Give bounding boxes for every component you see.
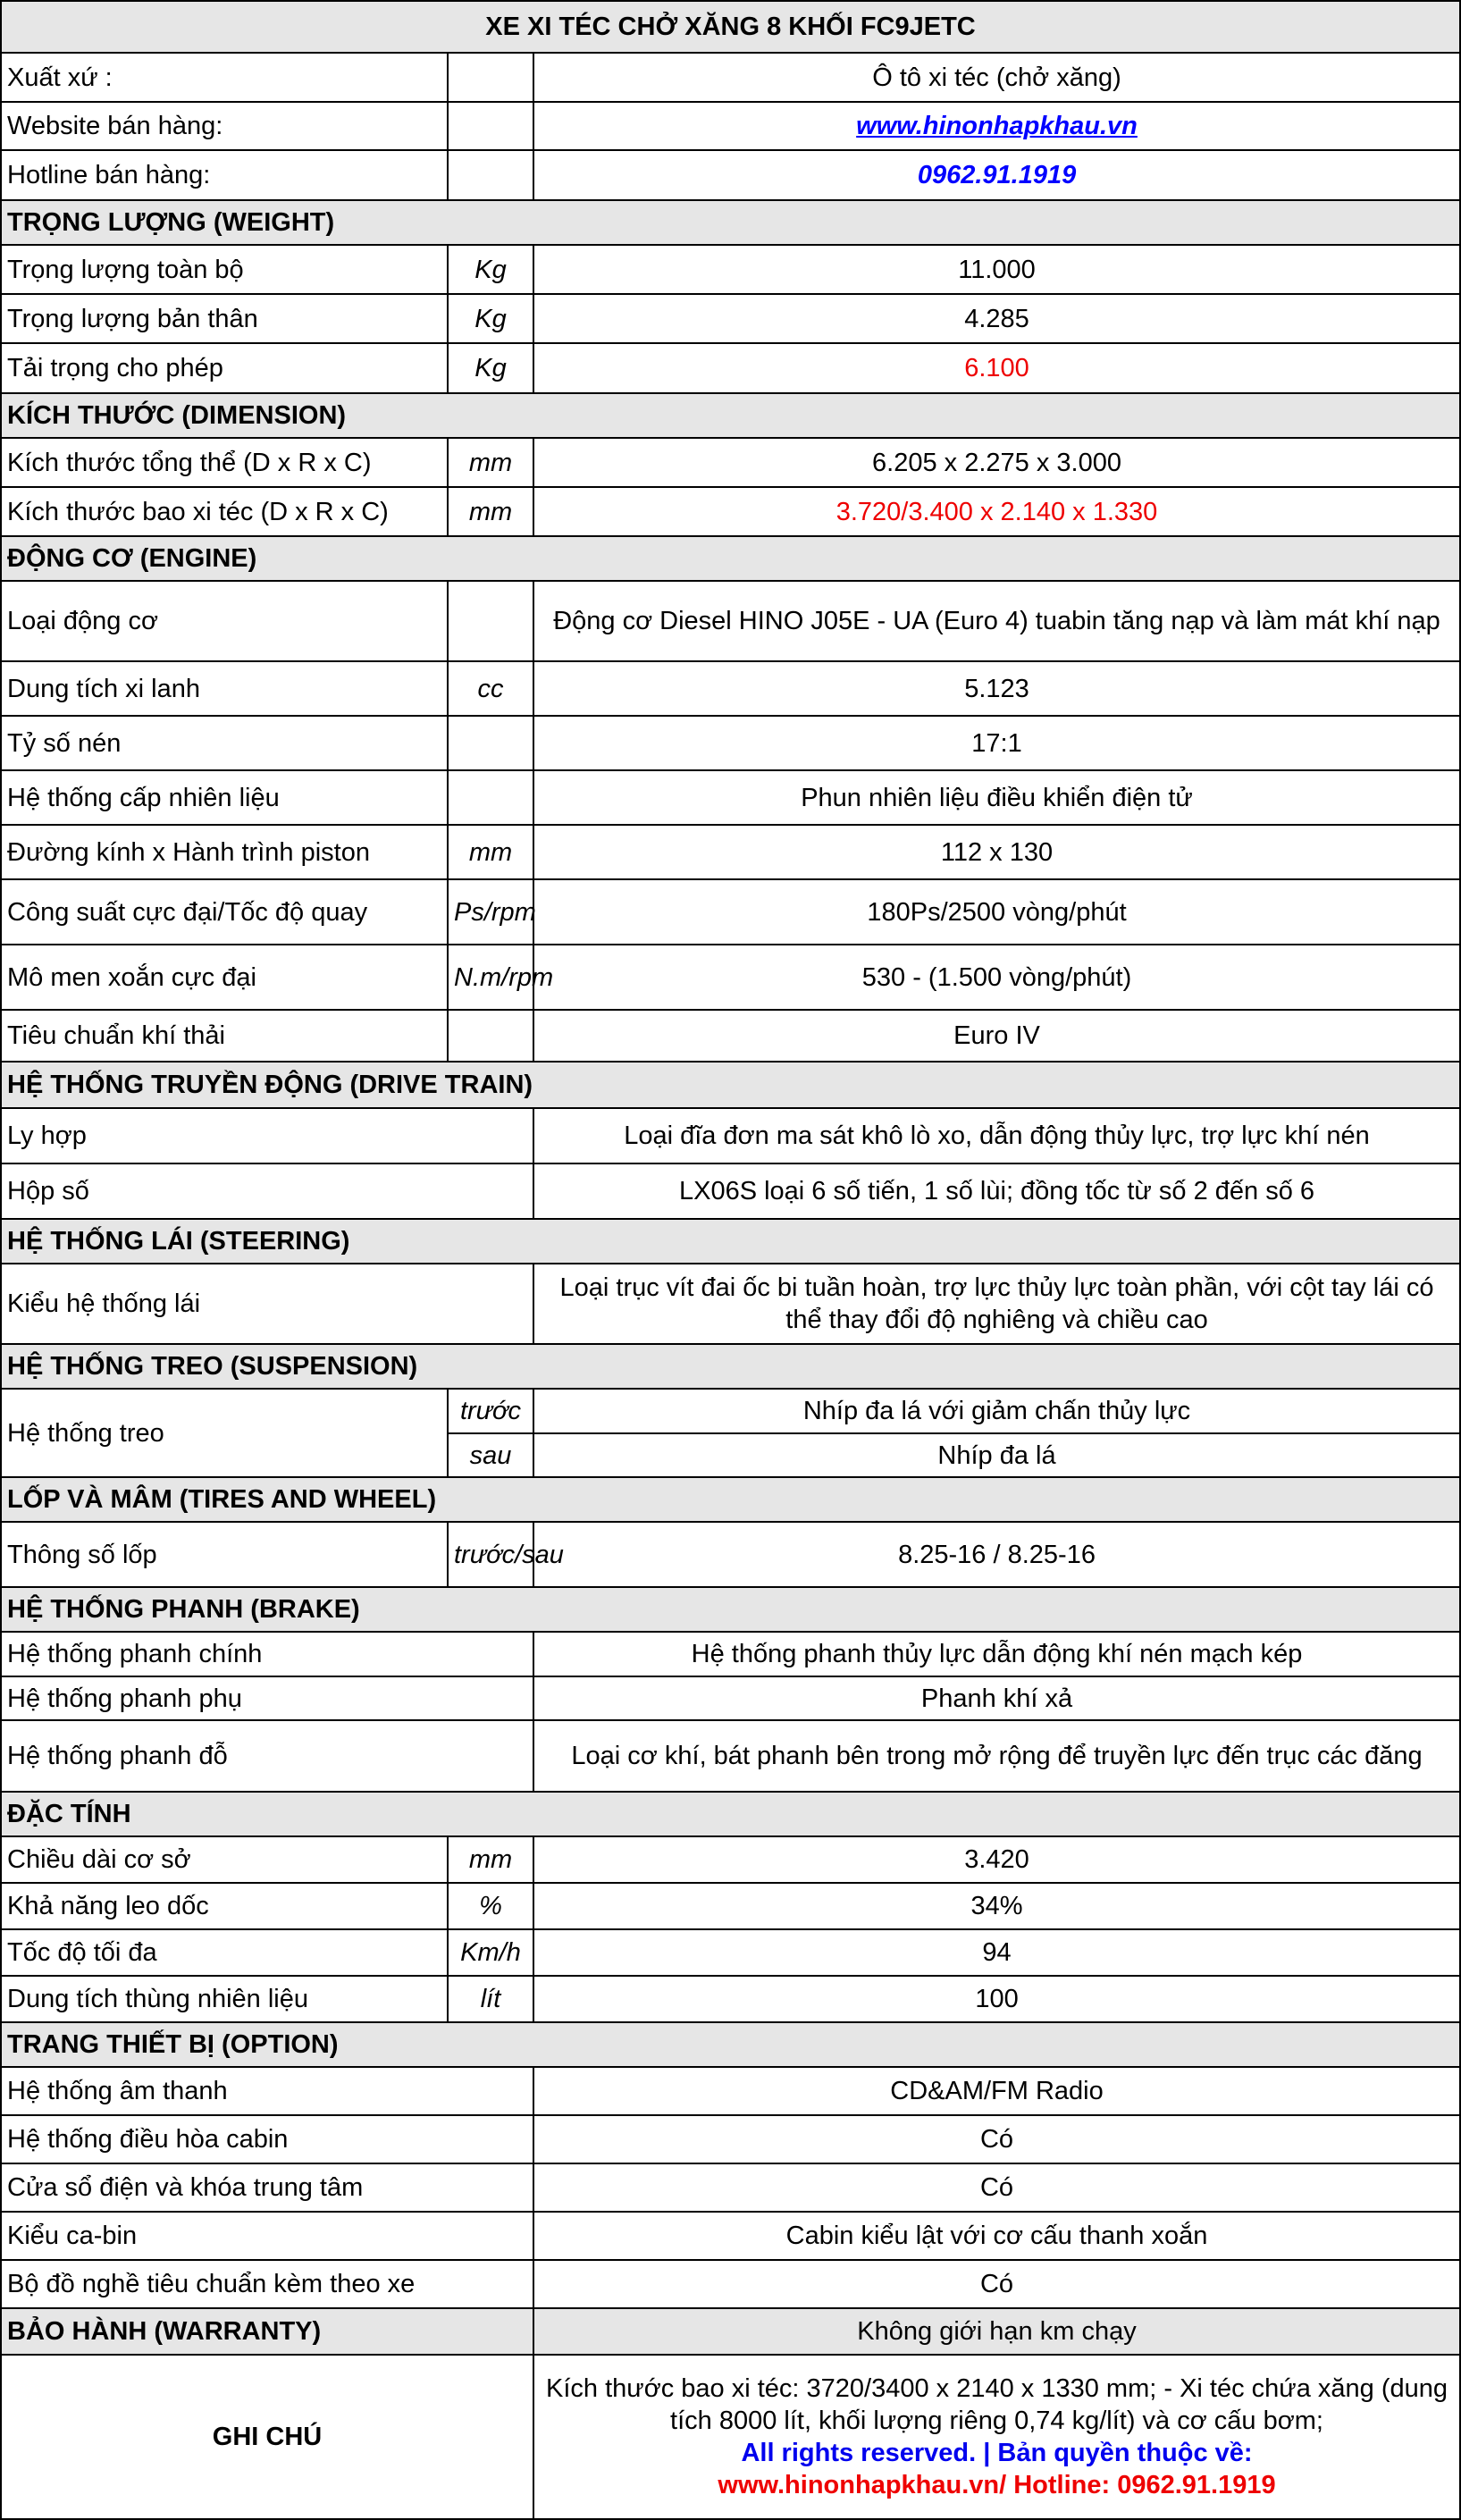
spec-label: Tốc độ tối đa [1,1929,448,1976]
spec-label: Công suất cực đại/Tốc độ quay [1,879,448,945]
footer-link[interactable]: www.hinonhapkhau.vn/ Hotline: 0962.91.1919 [718,2471,1276,2499]
spec-value: 180Ps/2500 vòng/phút [533,879,1460,945]
spec-label: Hộp số [1,1163,533,1219]
spec-value: 34% [533,1883,1460,1929]
spec-value: 4.285 [533,294,1460,343]
spec-unit [448,1010,533,1062]
hotline-label: Hotline bán hàng: [1,150,448,200]
spec-value: Phanh khí xả [533,1676,1460,1720]
spec-value: 3.720/3.400 x 2.140 x 1.330 [533,487,1460,536]
spec-unit: sau [448,1433,533,1477]
hotline-value: 0962.91.1919 [917,161,1077,189]
section-brake: HỆ THỐNG PHANH (BRAKE) [1,1587,1460,1632]
spec-value: Hệ thống phanh thủy lực dẫn động khí nén mạch kép [533,1632,1460,1676]
spec-unit: mm [448,438,533,487]
spec-label: Hệ thống điều hòa cabin [1,2115,533,2163]
spec-value: Cabin kiểu lật với cơ cấu thanh xoắn [533,2212,1460,2260]
spec-label: Hệ thống phanh đỗ [1,1720,533,1792]
spec-value: Phun nhiên liệu điều khiển điện tử [533,770,1460,825]
spec-label: Hệ thống phanh chính [1,1632,533,1676]
spec-value: 17:1 [533,716,1460,770]
spec-value: CD&AM/FM Radio [533,2067,1460,2115]
spec-value: 6.205 x 2.275 x 3.000 [533,438,1460,487]
spec-value: 6.100 [533,343,1460,393]
spec-label: Tỷ số nén [1,716,448,770]
section-engine: ĐỘNG CƠ (ENGINE) [1,536,1460,581]
spec-value: 530 - (1.500 vòng/phút) [533,945,1460,1010]
spec-label: Bộ đồ nghề tiêu chuẩn kèm theo xe [1,2260,533,2308]
spec-value: 100 [533,1976,1460,2022]
spec-value: 5.123 [533,661,1460,716]
section-tires: LỐP VÀ MÂM (TIRES AND WHEEL) [1,1477,1460,1522]
spec-value: 8.25-16 / 8.25-16 [533,1522,1460,1587]
website-unit [448,102,533,150]
origin-unit [448,53,533,102]
spec-value: Loại đĩa đơn ma sát khô lò xo, dẫn động thủy lực, trợ lực khí nén [533,1108,1460,1163]
spec-unit: Km/h [448,1929,533,1976]
spec-label: Hệ thống phanh phụ [1,1676,533,1720]
spec-value: Loại cơ khí, bát phanh bên trong mở rộng để truyền lực đến trục các đăng [533,1720,1460,1792]
spec-label: Tiêu chuẩn khí thải [1,1010,448,1062]
spec-unit: mm [448,487,533,536]
spec-value: Loại trục vít đai ốc bi tuần hoàn, trợ lực thủy lực toàn phần, với cột tay lái có thể thay đổi độ nghiêng và chiều cao [533,1264,1460,1344]
hotline-unit [448,150,533,200]
spec-label: Hệ thống treo [1,1389,448,1477]
spec-value: Euro IV [533,1010,1460,1062]
spec-value: 94 [533,1929,1460,1976]
spec-unit: mm [448,1836,533,1883]
spec-label: Hệ thống cấp nhiên liệu [1,770,448,825]
spec-unit [448,716,533,770]
spec-label: Dung tích thùng nhiên liệu [1,1976,448,2022]
spec-label: Cửa sổ điện và khóa trung tâm [1,2163,533,2212]
spec-unit: mm [448,825,533,879]
warranty-value: Không giới hạn km chạy [533,2308,1460,2355]
notes-label: GHI CHÚ [1,2355,533,2519]
spec-value: Có [533,2163,1460,2212]
spec-label: Ly hợp [1,1108,533,1163]
spec-value: Động cơ Diesel HINO J05E - UA (Euro 4) tuabin tăng nạp và làm mát khí nạp [533,581,1460,661]
spec-unit: N.m/rpm [448,945,533,1010]
spec-value: 112 x 130 [533,825,1460,879]
origin-value: Ô tô xi téc (chở xăng) [533,53,1460,102]
page-title: XE XI TÉC CHỞ XĂNG 8 KHỐI FC9JETC [1,1,1460,53]
section-options: TRANG THIẾT BỊ (OPTION) [1,2022,1460,2067]
spec-label: Dung tích xi lanh [1,661,448,716]
spec-label: Chiều dài cơ sở [1,1836,448,1883]
website-label: Website bán hàng: [1,102,448,150]
section-features: ĐẶC TÍNH [1,1792,1460,1836]
spec-label: Kiểu ca-bin [1,2212,533,2260]
spec-label: Mô men xoắn cực đại [1,945,448,1010]
spec-unit: % [448,1883,533,1929]
spec-unit: Kg [448,245,533,294]
spec-unit: lít [448,1976,533,2022]
spec-label: Trọng lượng bản thân [1,294,448,343]
spec-unit [448,581,533,661]
section-drivetrain: HỆ THỐNG TRUYỀN ĐỘNG (DRIVE TRAIN) [1,1062,1460,1108]
spec-unit: Kg [448,343,533,393]
warranty-label: BẢO HÀNH (WARRANTY) [1,2308,533,2355]
spec-value: LX06S loại 6 số tiến, 1 số lùi; đồng tốc từ số 2 đến số 6 [533,1163,1460,1219]
spec-unit: trước/sau [448,1522,533,1587]
spec-label: Hệ thống âm thanh [1,2067,533,2115]
spec-unit: Kg [448,294,533,343]
spec-label: Khả năng leo dốc [1,1883,448,1929]
website-link[interactable]: www.hinonhapkhau.vn [856,112,1138,140]
spec-value: Nhíp đa lá [533,1433,1460,1477]
spec-label: Trọng lượng toàn bộ [1,245,448,294]
section-weight: TRỌNG LƯỢNG (WEIGHT) [1,200,1460,245]
spec-value: Có [533,2115,1460,2163]
notes-body [533,2355,1460,2519]
spec-unit: Ps/rpm [448,879,533,945]
spec-label: Kích thước tổng thể (D x R x C) [1,438,448,487]
spec-unit: cc [448,661,533,716]
spec-value: 3.420 [533,1836,1460,1883]
spec-label: Tải trọng cho phép [1,343,448,393]
spec-value: Nhíp đa lá với giảm chấn thủy lực [533,1389,1460,1433]
spec-value: Có [533,2260,1460,2308]
copyright-text: All rights reserved. | Bản quyền thuộc về: [741,2439,1253,2467]
spec-label: Loại động cơ [1,581,448,661]
notes-text: Kích thước bao xi téc: 3720/3400 x 2140 x 1330 mm; - Xi téc chứa xăng (dung tích 8000 lít, khối lượng riêng 0,74 kg/lít) và cơ cấu bơm; [546,2374,1448,2435]
spec-value: 11.000 [533,245,1460,294]
spec-label: Kiểu hệ thống lái [1,1264,533,1344]
spec-label: Kích thước bao xi téc (D x R x C) [1,487,448,536]
spec-label: Thông số lốp [1,1522,448,1587]
section-suspension: HỆ THỐNG TREO (SUSPENSION) [1,1344,1460,1389]
spec-label: Đường kính x Hành trình piston [1,825,448,879]
spec-unit [448,770,533,825]
section-steering: HỆ THỐNG LÁI (STEERING) [1,1219,1460,1264]
section-dimension: KÍCH THƯỚC (DIMENSION) [1,393,1460,438]
origin-label: Xuất xứ : [1,53,448,102]
spec-unit: trước [448,1389,533,1433]
